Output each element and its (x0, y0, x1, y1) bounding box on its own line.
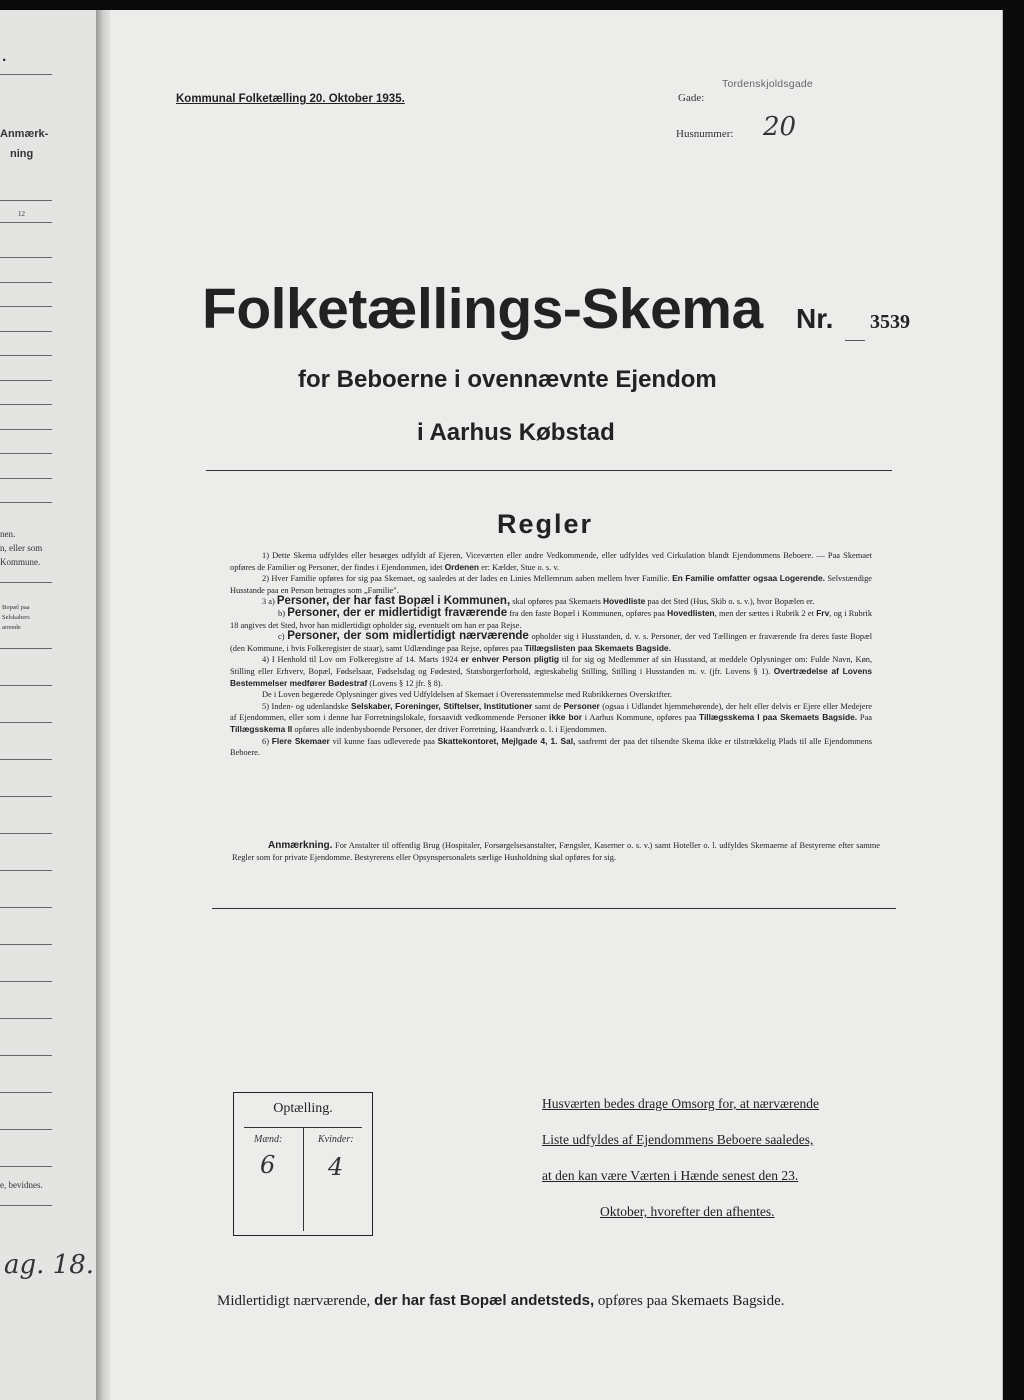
left-page-fragment: n, eller som (0, 543, 43, 553)
landlord-notice-line: Oktober, hvorefter den afhentes. (600, 1204, 775, 1219)
note-text: Anmærkning. For Anstalter til offentlig Brug (Hospitaler, Forsørgelsesanstalter, Fængsler, Kaserner o. s. v.) samt Hoteller o. l. udfyldes Skemaerne af Bestyrerne efter samme Regler som for private Ejendomme. Bestyrerens eller Opsynspersonalets særlige Husholdning skal opføres for sig. (232, 840, 880, 862)
census-label: Kommunal Folketælling 20. Oktober 1935. (176, 93, 405, 105)
count-box-title: Optælling. (273, 1101, 333, 1116)
form-number-underline (845, 340, 865, 341)
women-count: 4 (328, 1153, 344, 1181)
left-page-fragment: Kommune. (0, 557, 41, 567)
form-subtitle-city: i Aarhus Købstad (417, 419, 615, 446)
men-count: 6 (260, 1151, 276, 1179)
left-page-heading-2: ning (10, 148, 34, 160)
left-page-dot: . (2, 48, 7, 65)
left-page-col-number: 12 (18, 210, 25, 218)
left-page-fragment: Bopæl paa (2, 604, 30, 611)
left-page-fragment: nen. (0, 529, 16, 539)
house-number-label: Husnummer: (676, 128, 734, 140)
form-title: Folketællings-Skema (202, 277, 763, 341)
note-divider (212, 908, 896, 909)
form-number-label: Nr. (796, 303, 834, 334)
landlord-notice-line: Liste udfyldes af Ejendommens Beboere saaledes, (542, 1132, 814, 1147)
note-label: Anmærkning. (268, 840, 333, 851)
rules-text: 1) Dette Skema udfyldes eller besørges udfyldt af Ejeren, Viceværten eller andre Vedkommende, eller udfyldes ved Cirkulation blandt Ejendommens Beboere. — Paa Skemaet opføres de Familier og Personer, der findes i Ejendommen, idet Ordenen er: Kælder, Stue o. s. v. 2) Hver Familie opføres for sig paa Skemaet, og saaledes at der lades en Linies Mellemrum aaben mellem hver Familie. En Familie omfatter ogsaa Logerende. Selvstændige Husstande paa en Person betragtes som „Familie". 3 a) Personer, der har fast Bopæl i Kommunen, skal opføres paa Skemaets Hovedliste paa det Sted (Hus, Skib o. s. v.), hvor Bopælen er. b) Personer, der er midlertidigt fraværende fra den faste Bopæl i Kommunen, opføres paa Hovedlisten, men der sættes i Rubrik 2 et Frv, og i Rubrik 18 angives det Sted, hvor han midlertidigt opholder sig, eventuelt om han er paa Rejse. c) Personer, der som midlertidigt nærværende opholder sig i Husstanden, d. v. s. Personer, der ved Tællingen er fraværende fra deres faste Bopæl (den Kommune, i hvis Folkeregister de staar), samt Udlændinge paa Rejse, opføres paa Tillægslisten paa Skemaets Bagside. 4) I Henhold til Lov om Folkeregistre af 14. Marts 1924 er enhver Person pligtig til for sig og Medlemmer af sin Husstand, at meddele Oplysninger om: Fulde Navn, Køn, Stilling eller Erhverv, Bopæl, Fødselsaar, Fødselsdag og Fødested, Statsborgerforhold, ægteskabelig Stilling, Stilling i Husstanden m. v. (jfr. Lovens § 1). Overtrædelse af Lovens Bestemmelser medfører Bødestraf (Lovens § 12 jfr. § 8). De i Loven begærede Oplysninger gives ved Udfyldelsen af Skemaet i Overensstemmelse med Rubrikkernes Overskrifter. 5) Inden- og udenlandske Selskaber, Foreninger, Stiftelser, Institutioner samt de Personer (ogsaa i Udlandet hjemmehørende), der helt eller delvis er Ejere eller Medejere af Ejendommen, eller som i denne har Forretningslokale, forsaavidt vedkommende Personer ikke bor i Aarhus Kommune, opføres paa Tillægsskema I paa Skemaets Bagside. Paa Tillægsskema II opføres alle indenbysboende Personer, der driver Forretning, Haandværk o. l. i Ejendommen. 6) Flere Skemaer vil kunne faas udleverede paa Skattekontoret, Mejlgade 4, 1. Sal, saafremt der paa det tilsendte Skema ikke er tilstrækkelig Plads til alle Ejendommens Beboere. (230, 551, 873, 758)
landlord-notice-line: Husværten bedes drage Omsorg for, at nærværende (542, 1096, 820, 1111)
street-value: Tordenskjoldsgade (722, 78, 813, 90)
left-page-strip (0, 10, 98, 1400)
left-page-fragment: e, bevidnes. (0, 1180, 43, 1190)
street-label: Gade: (678, 92, 705, 104)
footer-note: Midlertidigt nærværende, der har fast Bopæl andetsteds, opføres paa Skemaets Bagside. (217, 1292, 785, 1309)
count-box (233, 1092, 373, 1236)
rules-heading: Regler (497, 509, 594, 539)
left-page-fragment: Selskabers (2, 614, 30, 621)
left-page-handwriting: ag. 18. (4, 1250, 95, 1280)
women-label: Kvinder: (318, 1134, 354, 1145)
left-page-fragment: ærende (2, 624, 21, 631)
left-page-heading: Anmærk- (0, 128, 49, 140)
house-number-value: 20 (763, 112, 797, 142)
landlord-notice-line: at den kan være Værten i Hænde senest den 23. (542, 1168, 799, 1183)
form-subtitle: for Beboerne i ovennævnte Ejendom (298, 366, 717, 393)
form-number: 3539 (870, 311, 910, 333)
title-divider (206, 470, 892, 471)
men-label: Mænd: (254, 1134, 283, 1145)
